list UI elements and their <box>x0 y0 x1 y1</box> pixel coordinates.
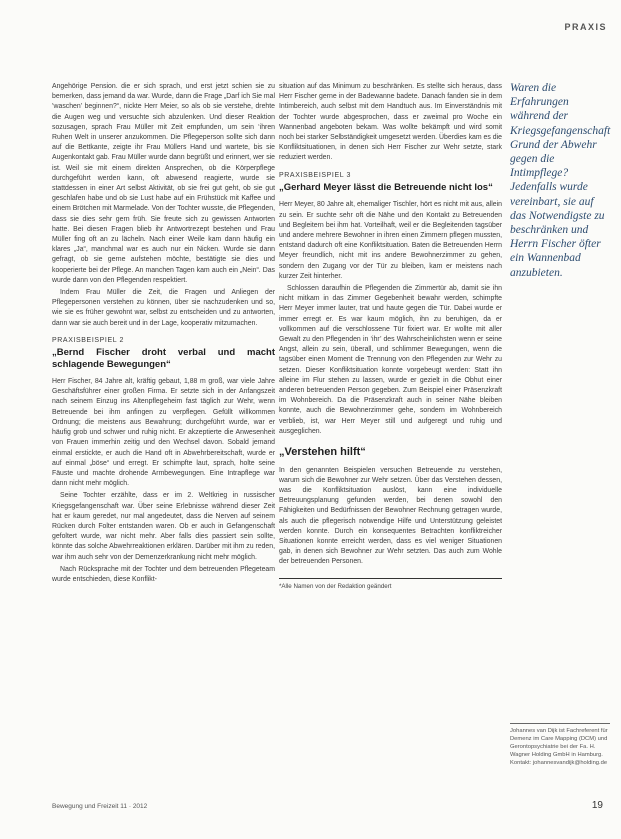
paragraph: In den genannten Beispielen versuchen Betreuende zu verstehen, warum sich die Bewohner zur Wehr setzen. Über das Verstehen dessen, was die Konfliktsituation auslöst, kann eine individuelle Betreuungsplanung gefunden werden, bei denen sowohl den Fähigkeiten und Bedürfnissen der Bewohner Rechnung getragen wurde, als auch die pflegerisch notwendige Hilfe und Unterstützung geleistet werden konnte. Durch ein konsequentes Betrachten konfliktreicher Situationen konnte erreicht werden, dass es viel weniger Situationen gab, in denen sich Bewohner zur Wehr setzten. Das auch zum Wohle der betreuenden Personen. <box>279 466 502 566</box>
paragraph: Schlossen daraufhin die Pflegenden die Zimmertür ab, damit sie ihn nicht mitkam in das Zimmer Gegebenheit bewahr werden, schimpfte Herr Meyer immer lauter, trat und haute gegen die Tür. Dabei wurde er immer erregt er. Es war kaum möglich, ihn zu beruhigen, da er vollkommen auf die verschlossene Tür fixiert war. Er wollte mit aller Gewalt zu den Pflegenden in ‘ihr’ des Wahrscheinlichsten wenn er seine Angst, allein zu sein, überall, und schlimmer Bewegungen, wenn die tagsüber einen Moment die Trennung von den Pflegenden zur Wehr zu setzen. Dieser Konfliktsituation konnte vorgebeugt werden: Statt ihn alleine im Flur stehen zu lassen, wurde er gezielt in die Obhut einer anderen betreuenden Person gegeben. Zum Beispiel einer Präsenzkraft im Wohnbereich. Da die Präsenzkraft auch in seiner Nähe bleiben konnte, auch die Bewohnerzimmer gehe, sondern im Wohnbereich verblieb, ist, war Herr Meyer still und aufgeregt und ruhig und ausgeglichen. <box>279 284 502 435</box>
case-title-2: „Bernd Fischer droht verbal und macht schlagende Bewegungen“ <box>52 347 275 370</box>
footer-publication: Bewegung und Freizeit 11 · 2012 <box>52 803 148 810</box>
case-title-3: „Gerhard Meyer lässt die Betreuende nicht los“ <box>279 181 493 193</box>
pull-quote: Waren die Erfahrungen während der Kriegsgefangenschaft Grund der Abwehr gegen die Intimpflege? Jedenfalls wurde vereinbart, sie auf das Notwendigste zu beschränken und Herrn Fischer öfter ein Wannenbad anzubieten. <box>510 82 611 279</box>
case-label-3: PRAXISBEISPIEL 3 <box>279 171 351 179</box>
paragraph: Seine Tochter erzählte, dass er im 2. Weltkrieg in russischer Kriegsgefangenschaft war. Über seine Erlebnisse während dieser Zeit hat er kaum geredet, nur mal angedeutet, dass die Nerven auf seinem Rücken durch Folter entstanden waren. Ob er auch in Gefangenschaft gefoltert wurde, war nicht mehr. Aber falls dies passiert sein sollte, könnte das solche Abwehrreaktionen erklären. Darüber mit ihm zu reden, war ihm auch sehr von der Demenzerkrankung nicht mehr möglich. <box>52 492 275 561</box>
paragraph: Nach Rücksprache mit der Tochter und dem betreuenden Pflegeteam wurde entschieden, diese Konflikt- <box>52 565 275 583</box>
paragraph: Angehörige Pension. die er sich sprach, und erst jetzt schien sie zu bemerken, dass jemand da war. Wurde, dann die Frage „Darf ich Sie mal ’waschen’ beginnen?“, nickte Herr Meier, so als ob sie verstehe, drehte die Augen weg und versuchte sich abzulenken. Und dieser Reaktion sozusagen, sprach Frau Müller mit Zeit empfunden, um sein ‘ihren Ruhen Welt in unserer anzukommen. Die Pflegeperson sollte sich dann auf die Bettkante, zeigte ihr Frau Müllers Hand und wartete, bis sie Augenkontakt gab. Frau Müller wurde dann begrüßt und erinnert, wer sie ist. Weil sie mit einem direkten Ansprechen, ob die Körperpflege durchgeführt werden kann, oft abwesend reagierte, wurde sie stattdessen in einer Art selbst Aktivität, ob sie frei gut geht, ob sie gut geschlafen habe und ob sie Lust habe auf ein Frühstück mit Kaffee und einem Brötchen mit Marmelade. Von der Tochter wusste, die Pflegenden, dass sie dies sehr gern früh. Sie freute sich zu gewissen Antworten hatte. Bei diesen Fragen blieb ihr Antwortrezept bestehen und Frau Müller fing oft an zu lächeln. Nach einer Weile kam dann häufig ein klares „Ja“, manchmal war es auch nur ein Nicken. Wurde sie dann gefragt, ob sie gerne aufstehen möchte, bestätigte sie dies und kooperierte bei der Pflege. An manchen Tagen kam auch ein „Nein“. Das wurde dann von den Pflegenden respektiert. <box>52 83 275 284</box>
case-label-2: PRAXISBEISPIEL 2 <box>52 336 124 344</box>
paragraph: situation auf das Minimum zu beschränken. Es stellte sich heraus, dass Herr Fischer gerne in der Badewanne badete. Danach fanden sie in dem Intimbereich, auch selbst mit dem Handtuch aus. Im Einverständnis mit der Tochter wurde abgesprochen, dass er zweimal pro Woche ein Wannenbad angeboten bekam. Was wollte bekämpft und wird somit noch bei starker Selbständigkeit umgesetzt werden. Überdies kam es die Konfliktsituationen, in denen sich Herr Fischer zur Wehr setzte, stark reduziert werden. <box>279 83 502 162</box>
paragraph: Herr Meyer, 80 Jahre alt, ehemaliger Tischler, hört es nicht mit aus, allein zu sein. Er suchte sehr oft die Nähe und den Kontakt zu Betreuenden und Begleitern bei ihm hat. Vorteilhaft, weil er die Begleitenden tagsüber und andere mehrere Bewohner in ihren einen Zimmern pflegen mussten, entstand dadurch oft eine Konfliktsituation. Baten die Betreuenden Herrn Meyer freundlich, nicht mit ins andere Bewohnerzimmer zu gehen, sondern den Zugang vor der Tür zu bleiben, kam er meistens nach kurzer Zeit hinterher. <box>279 201 502 280</box>
author-caption: Johannes van Dijk ist Fachreferent für Demenz im Care Mapping (DCM) und Gerontopsychiatrie bei der Fa. H. Wagner Holding GmbH in Hamburg. Kontakt: johannesvandijk@holding.de <box>510 723 610 767</box>
text-column-left <box>52 82 275 812</box>
paragraph: Indem Frau Müller die Zeit, die Fragen und Anliegen der Pflegepersonen verstehen zu können, über sie nachzudenken und so, wie sie es früher gewohnt war, selbst zu entscheiden und zu antworten, dann war sie auch bereit und in der Lage, kooperativ mitzumachen. <box>52 289 275 327</box>
section-header: PRAXIS <box>564 22 607 32</box>
page-number: 19 <box>591 800 603 811</box>
paragraph: Herr Fischer, 84 Jahre alt, kräftig gebaut, 1,88 m groß, war viele Jahre Geschäftsführer einer großen Firma. Er setzte sich in der Anfangszeit nach seinem Einzug ins Altenpflegeheim fast täglich zur Wehr, wenn Betreuende bei ihm anfingen zu verpflegen. Gefüllt willkommen Ordnung; die meistens aus Bewahrung; durchgeführt wurde, war er häufig grob und schwer und ruhig nicht. Er akzeptierte die Anwesenheit von Frauen immerhin zeitig und den Wechsel davon. Sobald jemand einmal erstickte, er auch die Hand oft in Abwehrbereitschaft, wurde er auf einmal „böse“ und erregt. Er schimpfte laut, sprach, holte seine Fäuste und machte drohende Armbewegungen. Eine Intrapflege war dann nicht mehr möglich. <box>52 378 275 488</box>
footnote-divider <box>279 578 502 579</box>
section-title: „Verstehen hilft“ <box>279 446 366 458</box>
footnote: *Alle Namen von der Redaktion geändert <box>279 582 392 590</box>
text-column-right <box>279 82 502 817</box>
